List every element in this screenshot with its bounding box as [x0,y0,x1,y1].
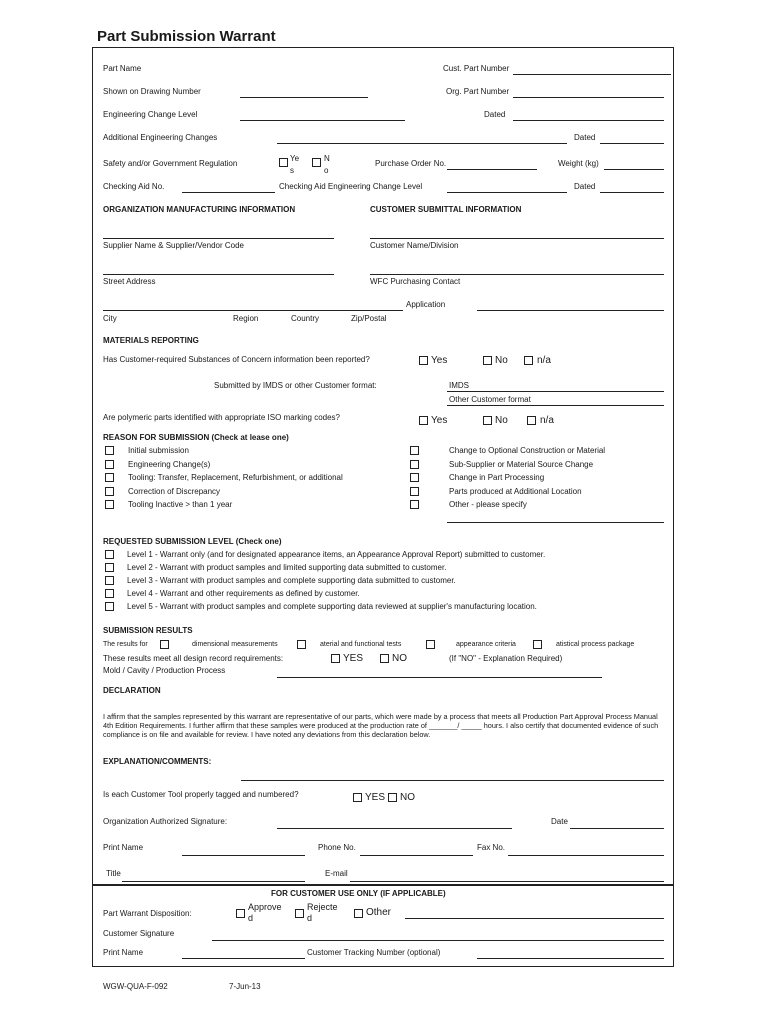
dated-field[interactable] [513,120,664,121]
tool-yes-checkbox[interactable] [353,793,362,802]
email-field[interactable] [350,881,664,882]
signature-date-field[interactable] [570,828,664,829]
materials-question-2: Are polymeric parts identified with appropriate ISO marking codes? [103,413,340,422]
eng-change-level-label: Engineering Change Level [103,110,198,119]
disposition-other-field[interactable] [405,918,664,919]
eng-change-level-field[interactable] [240,120,405,121]
level-1-label: Level 1 - Warrant only (and for designated appearance items, an Appearance Approval Report) submitted to customer. [127,550,546,559]
statistical-checkbox[interactable] [533,640,542,649]
customer-name-label: Customer Name/Division [370,241,459,250]
org-part-number-field[interactable] [513,97,664,98]
customer-name-field[interactable] [370,238,664,239]
level-1-checkbox[interactable] [105,550,114,559]
supplier-name-label: Supplier Name & Supplier/Vendor Code [103,241,244,250]
checking-aid-change-field[interactable] [447,192,567,193]
part-name-label: Part Name [103,64,142,73]
other-format-field[interactable] [447,405,664,406]
other-label: Other [366,907,392,918]
level-5-checkbox[interactable] [105,602,114,611]
level-2-label: Level 2 - Warrant with product samples and limited supporting data submitted to customer. [127,563,447,572]
title-label: Title [106,869,121,878]
reason-label-tooling: Tooling: Transfer, Replacement, Refurbishment, or additional [128,473,343,482]
purchasing-contact-field[interactable] [370,274,664,275]
print-name-label: Print Name [103,843,144,852]
reason-label-additional-location: Parts produced at Additional Location [449,487,582,496]
org-signature-field[interactable] [277,828,512,829]
customer-signature-label: Customer Signature [103,929,175,938]
city-label: City [103,314,117,323]
materials-na-label: n/a [537,355,551,366]
material-label: aterial and functional tests [320,641,402,648]
iso-yes-checkbox[interactable] [419,416,428,425]
reason-label-eng-change: Engineering Change(s) [128,460,211,469]
weight-field[interactable] [604,169,664,170]
cust-part-number-label: Cust. Part Number [443,64,510,73]
reason-other-specify-field[interactable] [447,522,664,523]
results-for-label: The results for [103,641,148,648]
imds-field[interactable] [447,391,664,392]
materials-na-checkbox[interactable] [524,356,533,365]
reason-checkbox-tooling[interactable] [105,473,114,482]
level-2-checkbox[interactable] [105,563,114,572]
iso-no-checkbox[interactable] [483,416,492,425]
reason-label-part-processing: Change in Part Processing [449,473,545,482]
approved-checkbox[interactable] [236,909,245,918]
explanation-header: EXPLANATION/COMMENTS: [103,757,212,766]
org-part-number-label: Org. Part Number [446,87,510,96]
tool-yes-label: YES [365,792,386,803]
other-checkbox[interactable] [354,909,363,918]
cust-part-number-field[interactable] [513,74,671,75]
reason-checkbox-inactive[interactable] [105,500,114,509]
form-date: 7-Jun-13 [229,982,261,991]
customer-info-header: CUSTOMER SUBMITTAL INFORMATION [370,205,522,214]
materials-yes-checkbox[interactable] [419,356,428,365]
statistical-label: atistical process package [556,641,635,648]
meet-yes-checkbox[interactable] [331,654,340,663]
submitted-by-label: Submitted by IMDS or other Customer format: [214,381,377,390]
appearance-label: appearance criteria [456,641,516,648]
purchase-order-field[interactable] [447,169,537,170]
dimensional-checkbox[interactable] [160,640,169,649]
title-field[interactable] [122,881,305,882]
customer-print-name-field[interactable] [182,958,305,959]
level-3-checkbox[interactable] [105,576,114,585]
declaration-header: DECLARATION [103,686,161,695]
iso-na-label: n/a [540,415,554,426]
tool-no-label: NO [400,792,415,803]
dated-label-2: Dated [574,133,596,142]
declaration-text: I affirm that the samples represented by this warrant are representative of our parts, which were made by a process that meets all Production Part Approval Process Manual 4th Edition Requirements. I further affirm that these samples were produced at the production rate of _______/ _____ hours. I also certify that documented evidence of such compliance is on file and available for review. I have noted any deviations from this declaration below. [103,712,659,739]
reason-checkbox-eng-change[interactable] [105,460,114,469]
tracking-field[interactable] [477,958,664,959]
reason-checkbox-correction[interactable] [105,487,114,496]
weight-label: Weight (kg) [558,159,599,168]
if-no-label: (If "NO" - Explanation Required) [449,654,563,663]
tool-question-label: Is each Customer Tool properly tagged and numbered? [103,790,299,799]
materials-header: MATERIALS REPORTING [103,336,199,345]
drawing-number-label: Shown on Drawing Number [103,87,201,96]
reason-label-inactive: Tooling Inactive > than 1 year [128,500,233,509]
reason-checkbox-part-processing[interactable] [410,473,419,482]
tracking-label: Customer Tracking Number (optional) [307,948,441,957]
customer-use-header: FOR CUSTOMER USE ONLY (IF APPLICABLE) [271,889,446,898]
results-header: SUBMISSION RESULTS [103,626,193,635]
org-info-header: ORGANIZATION MANUFACTURING INFORMATION [103,205,296,214]
materials-no-label: No [495,355,508,366]
levels-header: REQUESTED SUBMISSION LEVEL (Check one) [103,537,282,546]
email-label: E-mail [325,869,348,878]
purchasing-contact-label: WFC Purchasing Contact [370,277,461,286]
level-5-label: Level 5 - Warrant with product samples and complete supporting data reviewed at supplier's manufacturing location. [127,602,537,611]
dimensional-label: dimensional measurements [192,641,278,648]
materials-no-checkbox[interactable] [483,356,492,365]
materials-question-1: Has Customer-required Substances of Concern information been reported? [103,355,370,364]
reason-checkbox-sub-supplier[interactable] [410,460,419,469]
additional-eng-changes-label: Additional Engineering Changes [103,133,218,142]
fax-label: Fax No. [477,843,506,852]
region-label: Region [233,314,259,323]
level-3-label: Level 3 - Warrant with product samples and complete supporting data submitted to customer. [127,576,456,585]
iso-na-checkbox[interactable] [527,416,536,425]
safety-regulation-label: Safety and/or Government Regulation [103,159,238,168]
reason-checkbox-additional-location[interactable] [410,487,419,496]
material-checkbox[interactable] [297,640,306,649]
application-field[interactable] [477,310,664,311]
safety-no-label: N o [324,154,330,175]
tool-no-checkbox[interactable] [388,793,397,802]
level-4-checkbox[interactable] [105,589,114,598]
supplier-name-field[interactable] [103,238,334,239]
safety-yes-checkbox[interactable] [279,158,288,167]
appearance-checkbox[interactable] [426,640,435,649]
customer-print-name-label: Print Name [103,948,144,957]
iso-no-label: No [495,415,508,426]
page-title: Part Submission Warrant [97,28,276,45]
zip-label: Zip/Postal [351,314,387,323]
explanation-field[interactable] [241,780,664,781]
meet-requirements-label: These results meet all design record requirements: [103,654,284,663]
form-code: WGW-QUA-F-092 [103,982,168,991]
dated-label: Dated [484,110,506,119]
iso-yes-label: Yes [431,415,448,426]
dated-field-3[interactable] [600,192,664,193]
print-name-field[interactable] [182,855,305,856]
meet-no-label: NO [392,653,407,664]
reason-label-correction: Correction of Discrepancy [128,487,221,496]
fax-field[interactable] [508,855,664,856]
reason-checkbox-other[interactable] [410,500,419,509]
reason-label-sub-supplier: Sub-Supplier or Material Source Change [449,460,594,469]
approved-label: Approve d [248,902,282,923]
disposition-label: Part Warrant Disposition: [103,909,192,918]
reason-checkbox-initial[interactable] [105,446,114,455]
street-address-label: Street Address [103,277,156,286]
meet-yes-label: YES [343,653,364,664]
org-signature-label: Organization Authorized Signature: [103,817,228,826]
mold-label: Mold / Cavity / Production Process [103,666,226,675]
reason-label-optional-construction: Change to Optional Construction or Material [449,446,606,455]
checking-aid-no-field[interactable] [182,192,275,193]
additional-eng-changes-field[interactable] [277,143,567,144]
reason-checkbox-optional-construction[interactable] [410,446,419,455]
reason-header: REASON FOR SUBMISSION (Check at lease one) [103,433,289,442]
purchase-order-label: Purchase Order No. [375,159,447,168]
checking-aid-change-label: Checking Aid Engineering Change Level [279,182,423,191]
dated-field-2[interactable] [600,143,664,144]
phone-field[interactable] [360,855,473,856]
safety-no-checkbox[interactable] [312,158,321,167]
signature-date-label: Date [551,817,568,826]
dated-label-3: Dated [574,182,596,191]
level-4-label: Level 4 - Warrant and other requirements as defined by customer. [127,589,360,598]
drawing-number-field[interactable] [240,97,368,98]
reason-label-initial: Initial submission [128,446,189,455]
other-format-label: Other Customer format [449,395,531,404]
safety-yes-label: Ye s [290,154,300,175]
imds-label: IMDS [449,381,469,390]
rejected-label: Rejecte d [307,902,338,923]
mold-field[interactable] [277,677,602,678]
city-region-field[interactable] [103,310,403,311]
reason-label-other: Other - please specify [449,500,527,509]
checking-aid-no-label: Checking Aid No. [103,182,165,191]
application-label: Application [406,300,446,309]
meet-no-checkbox[interactable] [380,654,389,663]
rejected-checkbox[interactable] [295,909,304,918]
street-address-field[interactable] [103,274,334,275]
phone-label: Phone No. [318,843,356,852]
customer-signature-field[interactable] [212,940,664,941]
country-label: Country [291,314,320,323]
materials-yes-label: Yes [431,355,448,366]
